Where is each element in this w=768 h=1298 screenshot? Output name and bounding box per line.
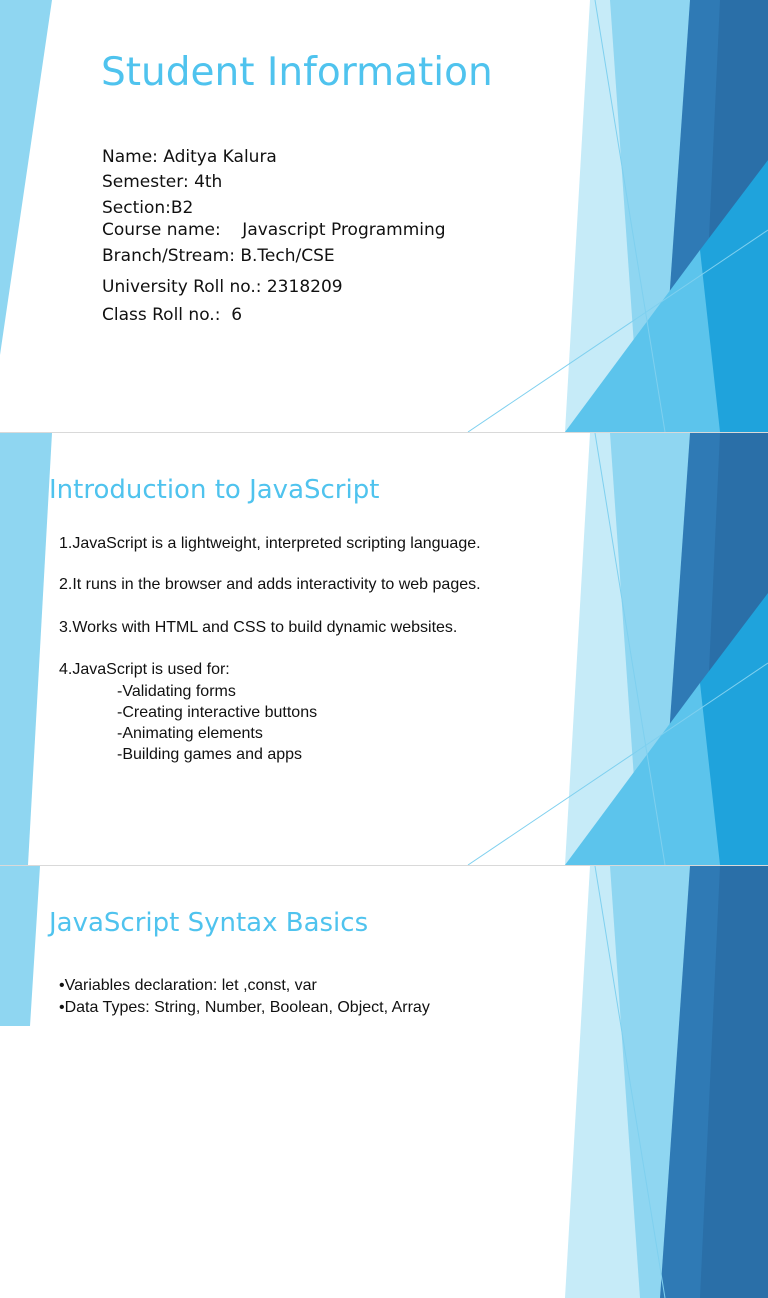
intro-use-item: -Validating forms <box>117 683 236 700</box>
student-university-roll: University Roll no.: 2318209 <box>102 277 343 297</box>
slide-title: Student Information <box>101 50 493 95</box>
intro-use-item: -Building games and apps <box>117 746 303 763</box>
intro-point-3: 3.Works with HTML and CSS to build dynamic websites. <box>59 619 458 636</box>
intro-point-1: 1.JavaScript is a lightweight, interpreted scripting language. <box>59 535 481 552</box>
intro-point-4: 4.JavaScript is used for: <box>59 661 230 678</box>
student-branch: Branch/Stream: B.Tech/CSE <box>102 246 335 266</box>
slide-student-information <box>0 0 768 432</box>
student-section: Section:B2 <box>102 198 194 218</box>
syntax-bullet: •Data Types: String, Number, Boolean, Object, Array <box>59 999 430 1016</box>
student-name: Name: Aditya Kalura <box>102 147 277 167</box>
slide-title: Introduction to JavaScript <box>49 475 380 505</box>
slide-title: JavaScript Syntax Basics <box>49 908 369 938</box>
intro-use-item: -Animating elements <box>117 725 263 742</box>
student-course: Course name: Javascript Programming <box>102 220 446 240</box>
student-class-roll: Class Roll no.: 6 <box>102 305 243 325</box>
slide-introduction <box>0 433 768 865</box>
slide-syntax-basics <box>0 866 768 1298</box>
student-semester: Semester: 4th <box>102 172 223 192</box>
intro-use-item: -Creating interactive buttons <box>117 704 318 721</box>
syntax-bullet: •Variables declaration: let ,const, var <box>59 977 317 994</box>
intro-point-2: 2.It runs in the browser and adds interactivity to web pages. <box>59 576 481 593</box>
